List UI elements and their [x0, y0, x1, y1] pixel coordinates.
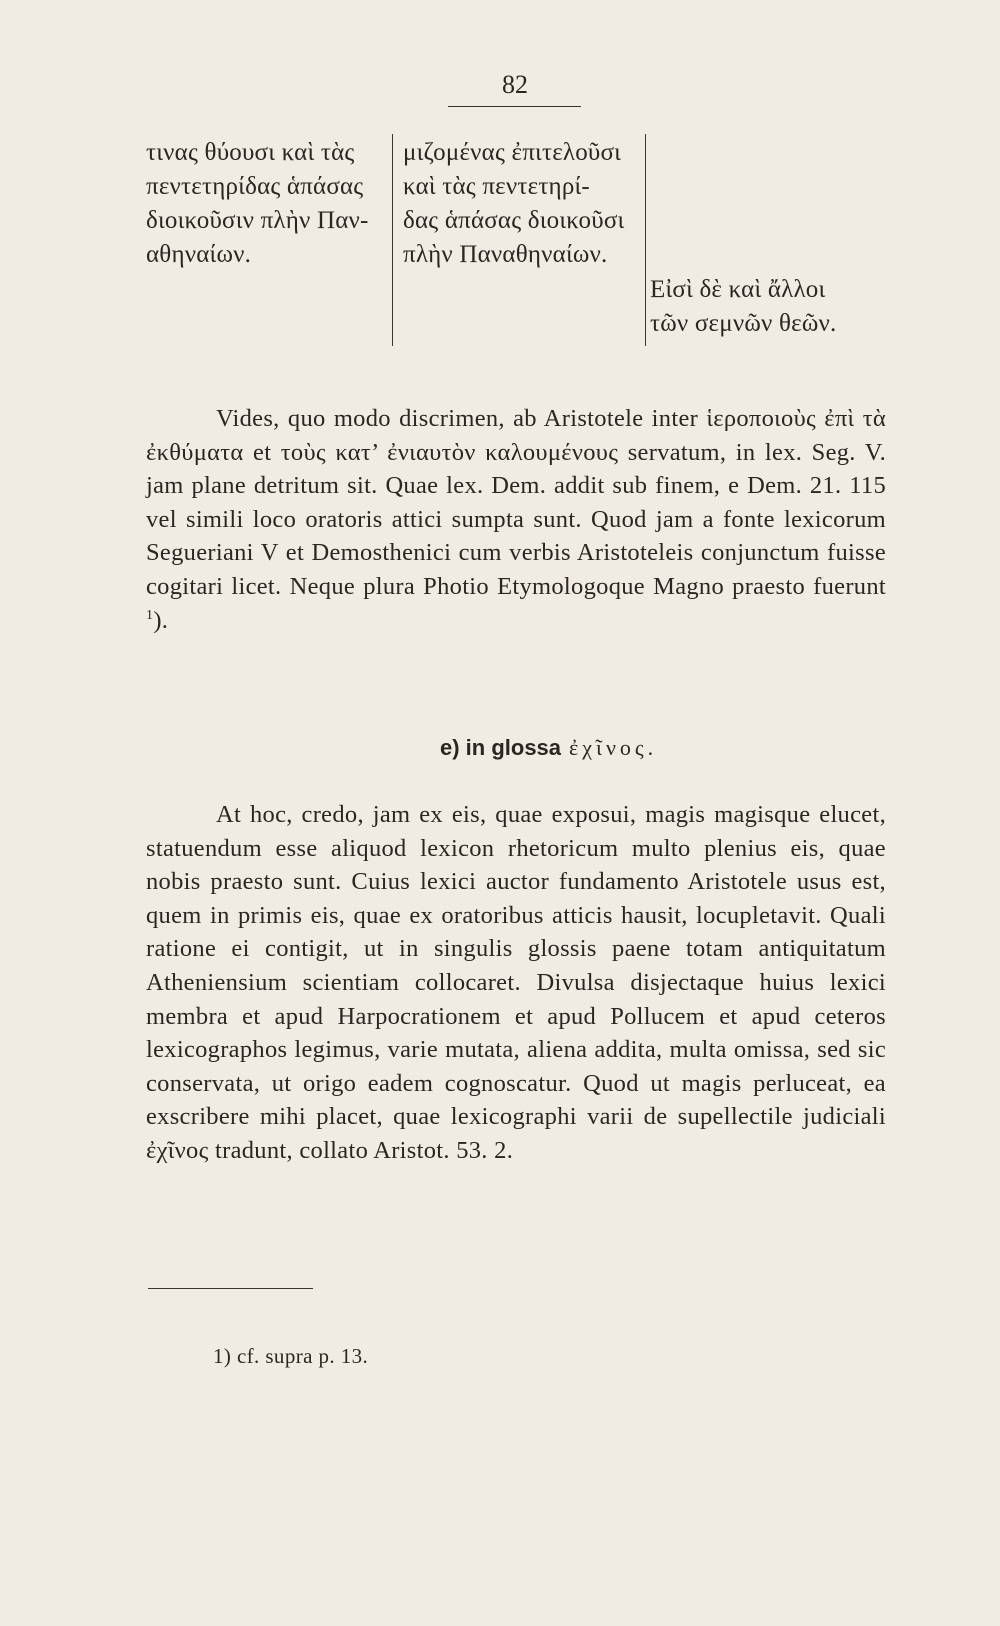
column-middle	[403, 136, 648, 272]
footnote-rule	[148, 1288, 313, 1289]
column-line: πεντετηρίδας ἁπάσας	[146, 173, 364, 200]
paragraph-text: Vides, quo modo discrimen, ab Aristotele inter ἱεροποιοὺς ἐπὶ τὰ ἐκθύματα et τοὺς κατ’ ἐνιαυτὸν καλουμένους servatum, in lex. Seg. V. jam plane detritum sit. Quae lex. Dem. addit sub finem, e Dem. 21. 115 vel simili loco oratoris attici sumpta sunt. Quod jam a fonte lexicorum Segueriani V et Demosthenici cum verbis Aristoteleis conjunctum fuisse cogitari licet. Neque plura Photio Etymologoque Magno praesto fuerunt	[146, 405, 886, 600]
footnote-reference: 1	[146, 607, 154, 623]
column-divider	[645, 134, 646, 346]
header-rule	[448, 106, 581, 107]
column-line: καὶ τὰς πεντετηρί-	[403, 173, 590, 200]
column-line: αθηναίων.	[146, 241, 252, 268]
column-line: Εἰσὶ δὲ καὶ ἄλλοι	[650, 276, 826, 303]
section-heading	[440, 735, 657, 761]
column-line: μιζομένας ἐπιτελοῦσι	[403, 139, 622, 166]
paragraph-end: ).	[153, 606, 169, 634]
body-paragraph-1	[146, 402, 886, 637]
column-line: διοικοῦσιν πλὴν Παν-	[146, 207, 369, 234]
column-divider	[392, 134, 393, 346]
column-line: τῶν σεμνῶν θεῶν.	[650, 310, 837, 337]
column-line: τινας θύουσι καὶ τὰς	[146, 139, 355, 166]
column-line: πλὴν Παναθηναίων.	[403, 241, 608, 268]
section-greek-term: ἐχῖνος.	[569, 735, 658, 760]
column-left	[146, 136, 396, 272]
body-paragraph-2: At hoc, credo, jam ex eis, quae exposui, magis magisque elucet, statuendum esse aliquod lexicon rhetoricum multo plenius eis, quae nobis praesto sunt. Cuius lexici auctor fundamento Aristotele usus est, quem in primis eis, quae ex oratoribus atticis hausit, locupletavit. Quali ratione ei contigit, ut in singulis glossis paene totam antiquitatum Atheniensium scientiam collocaret. Divulsa disjectaque huius lexici membra et apud Harpocrationem et apud Pollucem et apud ceteros lexicographos legimus, varie mutata, aliena addita, multa omissa, sed sic conservata, ut origo eadem cognoscatur. Quod ut magis perluceat, ea exscribere mihi placet, quae lexicographi varii de supellectile judiciali ἐχῖνος tradunt, collato Aristot. 53. 2.	[146, 801, 886, 1164]
page-number: 82	[502, 70, 528, 99]
footnote: 1) cf. supra p. 13.	[213, 1344, 369, 1368]
column-right	[650, 273, 910, 341]
section-label: e) in glossa	[440, 735, 562, 760]
column-line: δας ἁπάσας διοικοῦσι	[403, 207, 625, 234]
